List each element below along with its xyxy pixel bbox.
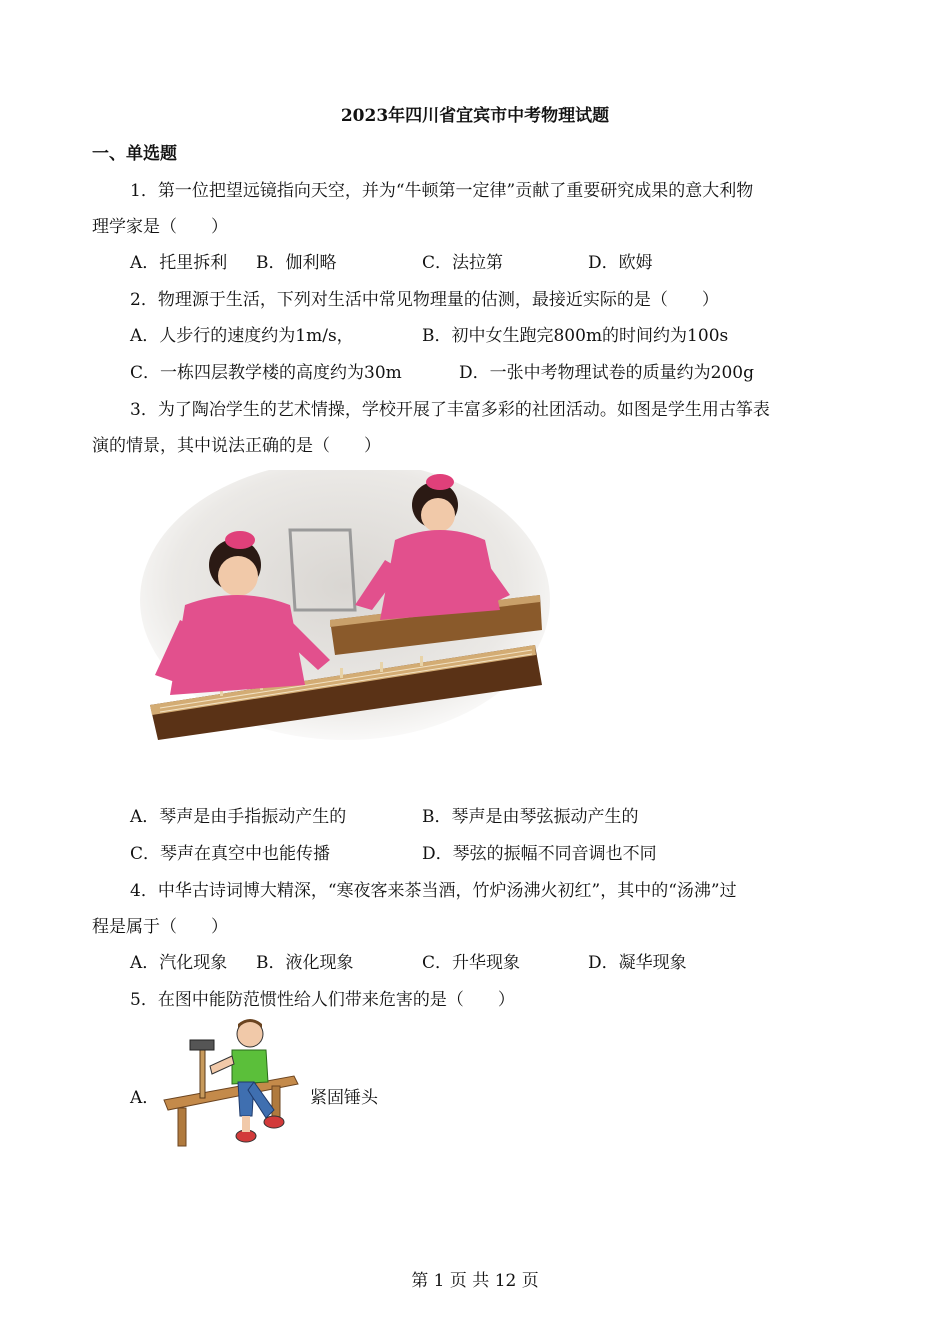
q2-options-row2 bbox=[0, 358, 950, 382]
q4-option-a: A．汽化现象 bbox=[130, 953, 228, 973]
q4-option-b: B．液化现象 bbox=[256, 953, 354, 973]
q3-option-b: B．琴声是由琴弦振动产生的 bbox=[422, 807, 639, 827]
guzheng-photo bbox=[140, 470, 550, 750]
q2-option-b: B．初中女生跑完800m的时间约为100s bbox=[422, 326, 729, 346]
hammer-illustration bbox=[162, 1018, 302, 1153]
q3-options-row1 bbox=[0, 802, 950, 826]
q1-option-d: D．欧姆 bbox=[588, 253, 653, 273]
q1-option-b: B．伽利略 bbox=[256, 253, 337, 273]
q1-options bbox=[0, 248, 950, 272]
q2-options-row1 bbox=[0, 321, 950, 345]
q2-stem-line1: 2．物理源于生活，下列对生活中常见物理量的估测，最接近实际的是（ ） bbox=[130, 290, 719, 310]
q3-options-row2 bbox=[0, 839, 950, 863]
q5-option-a-label: A． bbox=[130, 1088, 160, 1108]
q1-stem-line1: 1．第一位把望远镜指向天空，并为“牛顿第一定律”贡献了重要研究成果的意大利物 bbox=[130, 181, 754, 201]
q4-options bbox=[0, 948, 950, 972]
q3-stem-line1: 3．为了陶冶学生的艺术情操，学校开展了丰富多彩的社团活动。如图是学生用古筝表 bbox=[130, 400, 770, 420]
q5-option-a-caption: 紧固锤头 bbox=[310, 1088, 378, 1108]
q3-option-d: D．琴弦的振幅不同音调也不同 bbox=[422, 844, 657, 864]
q5-stem-line1: 5．在图中能防范惯性给人们带来危害的是（ ） bbox=[130, 990, 515, 1010]
q1-option-c: C．法拉第 bbox=[422, 253, 504, 273]
q1-option-a: A．托里拆利 bbox=[130, 253, 228, 273]
q2-option-d: D．一张中考物理试卷的质量约为200g bbox=[459, 363, 754, 383]
page-footer: 第 1 页 共 12 页 bbox=[411, 1271, 539, 1291]
q2-option-a: A．人步行的速度约为1m/s， bbox=[130, 326, 354, 346]
q2-option-c: C．一栋四层教学楼的高度约为30m bbox=[130, 363, 402, 383]
q3-option-c: C．琴声在真空中也能传播 bbox=[130, 844, 331, 864]
q4-stem-line2: 程是属于（ ） bbox=[92, 917, 228, 937]
section-heading: 一、单选题 bbox=[92, 144, 177, 164]
page-title: 2023年四川省宜宾市中考物理试题 bbox=[340, 106, 610, 126]
q3-option-a: A．琴声是由手指振动产生的 bbox=[130, 807, 347, 827]
q4-stem-line1: 4．中华古诗词博大精深，“寒夜客来茶当酒，竹炉汤沸火初红”，其中的“汤沸”过 bbox=[130, 881, 737, 901]
q3-stem-line2: 演的情景，其中说法正确的是（ ） bbox=[92, 436, 381, 456]
q4-option-c: C．升华现象 bbox=[422, 953, 521, 973]
guzheng-illustration bbox=[140, 470, 550, 750]
q1-stem-line2: 理学家是（ ） bbox=[92, 217, 228, 237]
q4-option-d: D．凝华现象 bbox=[588, 953, 687, 973]
hammer-cartoon bbox=[162, 1018, 302, 1153]
